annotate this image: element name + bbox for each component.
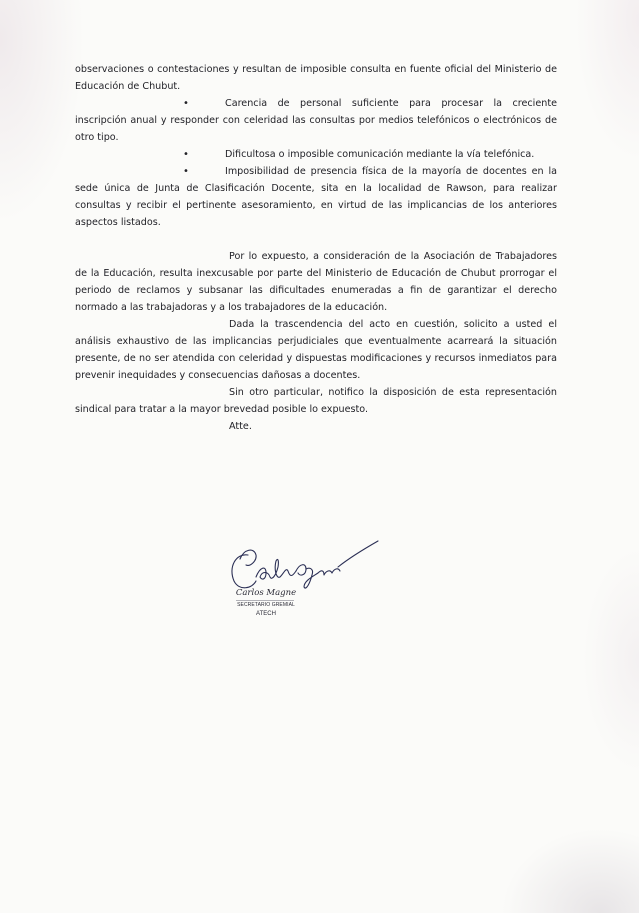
bullet-item-2 [75,146,557,163]
bullet-item-1 [75,95,557,146]
signatory-role: SECRETARIO GREMIAL [237,602,295,608]
paragraph-closing-note: Sin otro particular, notifico la disposición de esta representación sindical para tratar a la mayor brevedad posible lo expuesto. [75,387,557,415]
paragraph-conclusion: Por lo expuesto, a consideración de la Asociación de Trabajadores de la Educación, resulta inexcusable por parte del Ministerio de Educación de Chubut prorrogar el periodo de reclamos y subsanar las dificultades enumeradas a fin de garantizar el derecho normado a las trabajadoras y a los trabajadores de la educación. [75,251,557,313]
bullet-text-2: Dificultosa o imposible comunicación mediante la vía telefónica. [225,149,535,160]
bullet-icon: • [183,98,189,109]
bullet-icon: • [183,166,189,177]
signatory-organization: ATECH [256,611,276,617]
paragraph-intro: observaciones o contestaciones y resultan de imposible consulta en fuente oficial del Ministerio de Educación de Chubut. [75,64,557,92]
bullet-text-3: Imposibilidad de presencia física de la mayoría de docentes en la sede única de Junta de Clasificación Docente, sita en la localidad de Rawson, para realizar consultas y recibir el pertinente asesoramiento, en virtud de las implicancias de los anteriores aspectos listados. [75,166,557,228]
document-body [75,61,557,435]
bullet-text-1: Carencia de personal suficiente para procesar la creciente inscripción anual y responder con celeridad las consultas por medios telefónicos o electrónicos de otro tipo. [75,98,557,143]
signature-line [236,600,294,601]
paragraph-request: Dada la trascendencia del acto en cuestión, solicito a usted el análisis exhaustivo de las implicancias perjudiciales que eventualmente acarreará la situación presente, de no ser atendida con celeridad y dispuestas modificaciones y recursos inmediatos para prevenir inequidades y consecuencias dañosas a docentes. [75,319,557,381]
closing-salutation: Atte. [229,421,252,432]
bullet-icon: • [183,149,189,160]
signatory-name: Carlos Magne [235,588,297,598]
paragraph-gap [75,231,557,248]
bullet-item-3 [75,163,557,231]
